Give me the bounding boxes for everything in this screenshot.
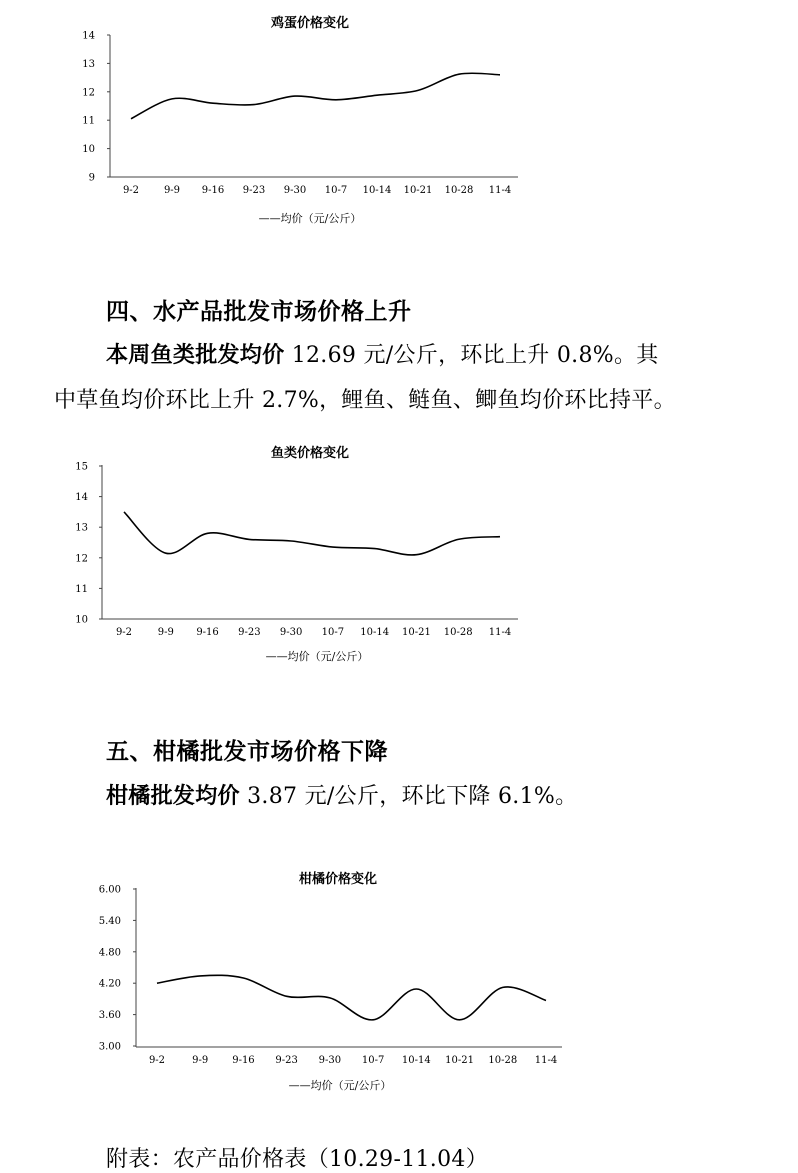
chart-legend: ——均价（元/公斤）	[288, 1079, 392, 1092]
x-tick-label: 10-21	[402, 627, 431, 638]
x-tick-label: 9-9	[157, 627, 174, 638]
section-heading-aquatic: 四、水产品批发市场价格上升	[106, 299, 412, 325]
y-tick-label: 12	[75, 553, 88, 565]
citrus-lead-text: 柑橘批发均价	[106, 784, 240, 809]
chart-legend: ——均价（元/公斤）	[265, 650, 369, 663]
x-tick-label: 9-30	[279, 627, 303, 638]
y-tick-label: 11	[82, 115, 95, 127]
x-tick-label: 9-30	[283, 185, 307, 196]
x-tick-label: 10-28	[443, 627, 473, 638]
chart-title: 鸡蛋价格变化	[270, 16, 350, 31]
x-tick-label: 11-4	[534, 1055, 558, 1066]
x-tick-label: 10-7	[321, 627, 345, 638]
x-tick-label: 10-14	[401, 1055, 431, 1066]
citrus-price-text: 3.87 元/公斤，环比下降 6.1%。	[239, 784, 578, 809]
y-tick-label: 12	[82, 87, 95, 99]
egg-price-chart-svg	[0, 0, 560, 235]
x-tick-label: 9-30	[318, 1055, 342, 1066]
y-tick-label: 10	[75, 614, 88, 626]
series-line-average-price	[157, 975, 546, 1020]
x-tick-label: 9-9	[163, 185, 181, 196]
chart-title: 鱼类价格变化	[270, 446, 350, 461]
x-tick-label: 9-23	[242, 185, 266, 196]
x-tick-label: 10-21	[403, 185, 433, 196]
x-tick-label: 11-4	[488, 185, 512, 196]
y-tick-label: 4.20	[98, 978, 121, 990]
x-tick-label: 9-2	[148, 1055, 166, 1066]
x-tick-label: 9-2	[122, 185, 140, 196]
y-tick-label: 4.80	[98, 947, 121, 959]
y-tick-label: 3.00	[98, 1041, 121, 1053]
aquatic-price-text: 12.69 元/公斤，环比上升 0.8%。其	[284, 343, 659, 368]
x-tick-label: 11-4	[488, 627, 512, 638]
x-tick-label: 9-23	[238, 627, 261, 638]
y-tick-label: 9	[88, 172, 95, 184]
y-tick-label: 15	[75, 461, 88, 473]
fish-price-chart	[0, 435, 580, 670]
x-tick-label: 9-2	[115, 627, 133, 638]
x-tick-label: 9-16	[201, 185, 225, 196]
y-tick-label: 3.60	[98, 1010, 121, 1022]
citrus-paragraph-line-1	[106, 779, 577, 810]
x-tick-label: 9-9	[192, 1055, 209, 1066]
chart-legend: ——均价（元/公斤）	[258, 212, 362, 225]
chart-title: 柑橘价格变化	[298, 872, 378, 887]
appendix-caption: 附表：农产品价格表（10.29-11.04）	[106, 1147, 488, 1172]
aquatic-paragraph-line-1	[106, 338, 659, 369]
aquatic-paragraph-line-2: 中草鱼均价环比上升 2.7%，鲤鱼、鲢鱼、鲫鱼均价环比持平。	[54, 388, 676, 413]
y-tick-label: 5.40	[98, 915, 121, 927]
x-tick-label: 10-14	[362, 185, 392, 196]
fish-price-chart-svg	[0, 435, 580, 670]
y-tick-label: 13	[75, 522, 88, 534]
y-tick-label: 11	[75, 583, 88, 595]
x-tick-label: 10-28	[488, 1055, 518, 1066]
citrus-price-chart-svg	[0, 860, 580, 1100]
aquatic-lead-text: 本周鱼类批发均价	[106, 343, 285, 368]
y-tick-label: 14	[75, 492, 88, 504]
x-tick-label: 9-23	[275, 1055, 298, 1066]
x-tick-label: 9-16	[196, 627, 219, 638]
y-tick-label: 14	[82, 30, 95, 42]
x-tick-label: 10-14	[360, 627, 390, 638]
series-line-average-price	[124, 512, 500, 555]
y-tick-label: 10	[82, 144, 95, 156]
x-tick-label: 10-21	[445, 1055, 474, 1066]
x-tick-label: 9-16	[232, 1055, 255, 1066]
y-tick-label: 13	[82, 58, 95, 70]
citrus-price-chart	[0, 860, 580, 1100]
x-tick-label: 10-7	[361, 1055, 385, 1066]
egg-price-chart	[0, 0, 560, 235]
x-tick-label: 10-7	[324, 185, 348, 196]
section-heading-citrus: 五、柑橘批发市场价格下降	[106, 739, 388, 765]
series-line-average-price	[131, 73, 500, 119]
x-tick-label: 10-28	[444, 185, 474, 196]
y-tick-label: 6.00	[98, 884, 121, 896]
